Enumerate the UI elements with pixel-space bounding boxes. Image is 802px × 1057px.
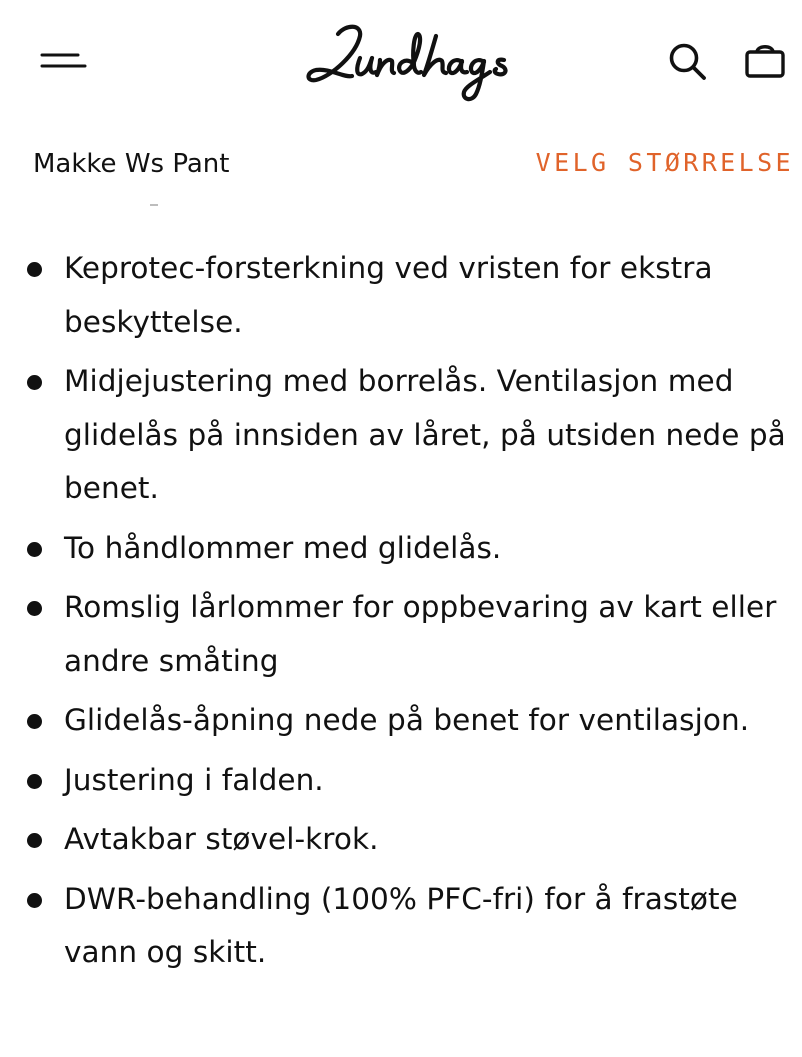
feature-item [0,873,802,980]
bullet-icon [27,714,42,729]
feature-item [0,694,802,748]
lundhags-logo [300,14,528,106]
search-button[interactable] [664,38,710,84]
feature-text: Romslig lårlommer for oppbevaring av kart eller andre småting [64,590,777,678]
feature-text: DWR-behandling (100% PFC-fri) for å frastøte vann og skitt. [64,881,738,969]
bullet-icon [27,833,42,848]
bullet-icon [27,893,42,908]
feature-text: Keprotec-forsterkning ved vristen for ekstra beskyttelse. [64,251,713,339]
feature-item [0,522,802,576]
bullet-icon [27,774,42,789]
menu-button[interactable] [38,48,90,74]
shopping-bag-icon [740,38,790,84]
feature-text: Avtakbar støvel-krok. [64,822,379,856]
select-size-button[interactable]: VELG STØRRELSE [535,148,794,177]
cart-button[interactable] [740,38,790,84]
product-sticky-bar [0,136,802,200]
feature-item [0,813,802,867]
divider-fragment [150,204,158,206]
bullet-icon [27,262,42,277]
feature-text: Midjejustering med borrelås. Ventilasjon med glidelås på innsiden av låret, på utsiden nede på benet. [64,364,786,505]
bullet-icon [27,542,42,557]
feature-list [0,242,802,986]
site-header [0,0,802,130]
search-icon [664,38,710,84]
feature-text: To håndlommer med glidelås. [64,530,502,565]
feature-text: Justering i falden. [64,762,324,797]
feature-item [0,581,802,688]
hamburger-menu-icon [38,48,90,74]
feature-item [0,754,802,808]
product-name: Makke Ws Pant [33,149,230,179]
bullet-icon [27,601,42,616]
brand-logo[interactable] [300,14,528,106]
feature-item [0,355,802,516]
feature-item [0,242,802,349]
feature-text: Glidelås-åpning nede på benet for ventilasjon. [64,703,750,737]
bullet-icon [27,375,42,390]
